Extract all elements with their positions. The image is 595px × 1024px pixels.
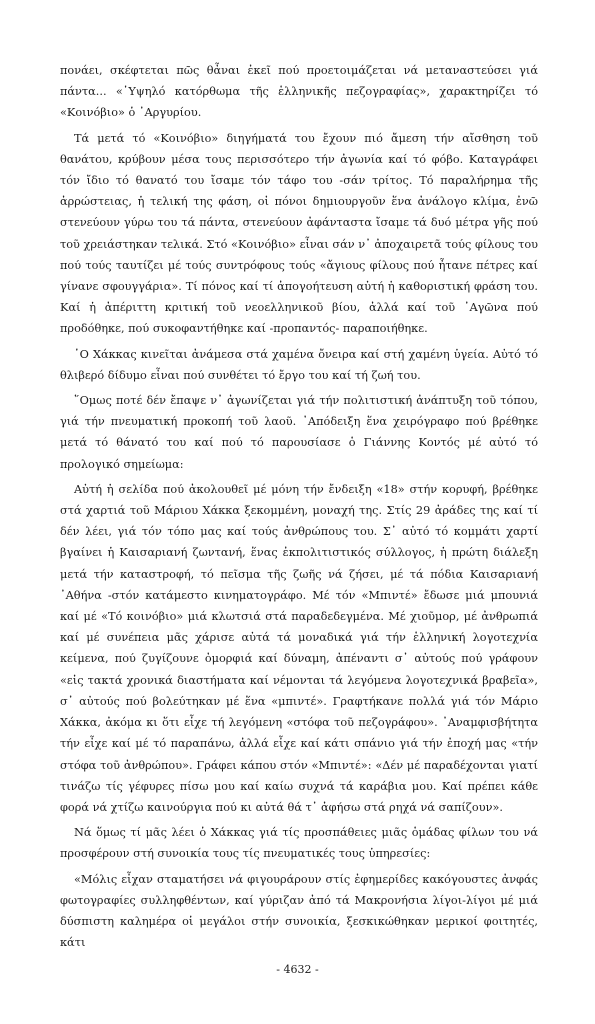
paragraph-2: Τά μετά τό «Κοινόβιο» διηγήματά του ἔχουν πιό ἄμεση τήν αἴσθηση τοῦ θανάτου, κρύβουν μέσα τους περισσότερο τήν ἀγωνία καί τό φόβο. Καταγράφει τόν ἴδιο τό θανατό του ἴσαμε τόν τάφο του -σάν τρίτος. Τό παραλήρημα τῆς ἀρρώστειας, ἡ τελική της φάση, οἱ πόνοι δημιουργοῦν ἕνα ἀνάλογο κλίμα, ἐνῶ στενεύουν γύρω του τά πάντα, στενεύουν ἀφάνταστα ἴσαμε τά δυό μέτρα γῆς πού τοῦ χρειάστηκαν τελικά. Στό «Κοινόβιο» εἶναι σάν ν᾿ ἀποχαιρετᾶ τούς φίλους του πού τούς ταυτίζει μέ τούς συντρόφους τούς «ἄγιους φίλους πού ἦτανε πέτρες καί γίνανε σφουγγάρια». Τί πόνος καί τί ἀπογοήτευση αὐτή ἡ καθοριστική φράση του. Καί ἡ ἀπέριττη κριτική τοῦ νεοελληνικοῦ βίου, ἀλλά καί τοῦ ᾿Αγῶνα πού προδόθηκε, πού συκοφαντήθηκε καί -προπαντός- παραποιήθηκε. xyxy=(60,131,538,336)
page-number: - 4632 - xyxy=(276,963,319,976)
paragraph-7: «Μόλις εἶχαν σταματήσει νά φιγουράρουν στίς ἐφημερίδες κακόγουστες ἀνφάς φωτογραφίες συλληφθέντων, καί γύριζαν ἀπό τά Μακρονήσια λίγοι-λίγοι μέ μιά δύσπιστη καλημέρα οἱ μεγάλοι στήν συνοικία, ξεσκικώθηκαν μερικοί φοιτητές, κάτι xyxy=(60,872,538,950)
paragraph-5: Αὐτή ἡ σελίδα πού ἀκολουθεῖ μέ μόνη τήν ἔνδειξη «18» στήν κορυφή, βρέθηκε στά χαρτιά τοῦ Μάριου Χάκκα ξεκομμένη, μοναχή της. Στίς 29 ἀράδες της καί τί δέν λέει, γιά τόν τόπο μας καί τούς ἀνθρώπους του. Σ᾿ αὐτό τό κομμάτι χαρτί βγαίνει ἡ Καισαριανή ζωντανή, ἕνας ἐκπολιτιστικός σύλλογος, ἡ πρώτη διάλεξη μετά τήν καταστροφή, τό πεῖσμα τῆς ζωῆς νά ζήσει, μέ τά πόδια Καισαριανή ᾿Αθήνα -στόν κατάμεστο κινηματογράφο. Μέ τόν «Μπιντέ» ἔδωσε μιά μπουνιά καί μέ «Τό κοινόβιο» μιά κλωτσιά στά παραδεδεγμένα. Μέ χιοῦμορ, μέ ἀνθρωπιά καί μέ συνέπεια μᾶς χάρισε αὐτά τά μοναδικά γιά τήν ἑλληνική λογοτεχνία κείμενα, πού ζυγίζουνε ὀμορφιά καί δύναμη, ἀπέναντι σ᾿ αὐτούς πού γράφουν «εἰς τακτά χρονικά διαστήματα καί νέμονται τά λεγόμενα λογοτεχνικά βραβεῖα», σ᾿ αὐτούς πού βολεύτηκαν μέ ἕνα «μπιντέ». Γραφτήκανε πολλά γιά τόν Μάριο Χάκκα, ἀκόμα κι ὅτι εἶχε τή λεγόμενη «στόφα τοῦ πεζογράφου». ᾿Αναμφισβήτητα τήν εἶχε καί μέ τό παραπάνω, ἀλλά εἶχε καί κάτι σπάνιο γιά τήν ἐποχή μας «τήν στόφα τοῦ ἀνθρώπου». Γράφει κάπου στόν «Μπιντέ»: «Δέν μέ παραδέχονται γιατί τινάζω τίς γέφυρες πίσω μου καί καίω συχνά τά καράβια μου. Καί πρέπει κάθε φορά νά χτίζω καινούργια πού κι αὐτά θά τ᾿ ἀφήσω στά ρηχά νά σαπίζουν». xyxy=(60,482,538,814)
paragraph-4: ῞Ομως ποτέ δέν ἔπαψε ν᾿ ἀγωνίζεται γιά τήν πολιτιστική ἀνάπτυξη τοῦ τόπου, γιά τήν πνευματική προκοπή τοῦ λαοῦ. ᾿Απόδειξη ἕνα χειρόγραφο πού βρέθηκε μετά τό θάνατό του καί πού τό παρουσίασε ὁ Γιάννης Κοντός μέ αὐτό τό προλογικό σημείωμα: xyxy=(60,394,538,471)
page-body xyxy=(60,60,538,953)
paragraph-6: Νά ὅμως τί μᾶς λέει ὁ Χάκκας γιά τίς προσπάθειες μιᾶς ὁμάδας φίλων του νά προσφέρουν στή συνοικία τους τίς πνευματικές τους ὑπηρεσίες: xyxy=(60,826,538,861)
paragraph-1: πονάει, σκέφτεται πῶς θἆναι ἐκεῖ πού προετοιμάζεται νά μεταναστεύσει γιά πάντα... «῾Υψηλό κατόρθωμα τῆς ἑλληνικῆς πεζογραφίας», χαρακτηρίζει τό «Κοινόβιο» ὁ ᾿Αργυρίου. xyxy=(60,64,538,120)
paragraph-3: ῾Ο Χάκκας κινεῖται ἀνάμεσα στά χαμένα ὄνειρα καί στή χαμένη ὑγεία. Αὐτό τό θλιβερό δίδυμο εἶναι πού συνθέτει τό ἔργο του καί τή ζωή του. xyxy=(60,347,538,382)
